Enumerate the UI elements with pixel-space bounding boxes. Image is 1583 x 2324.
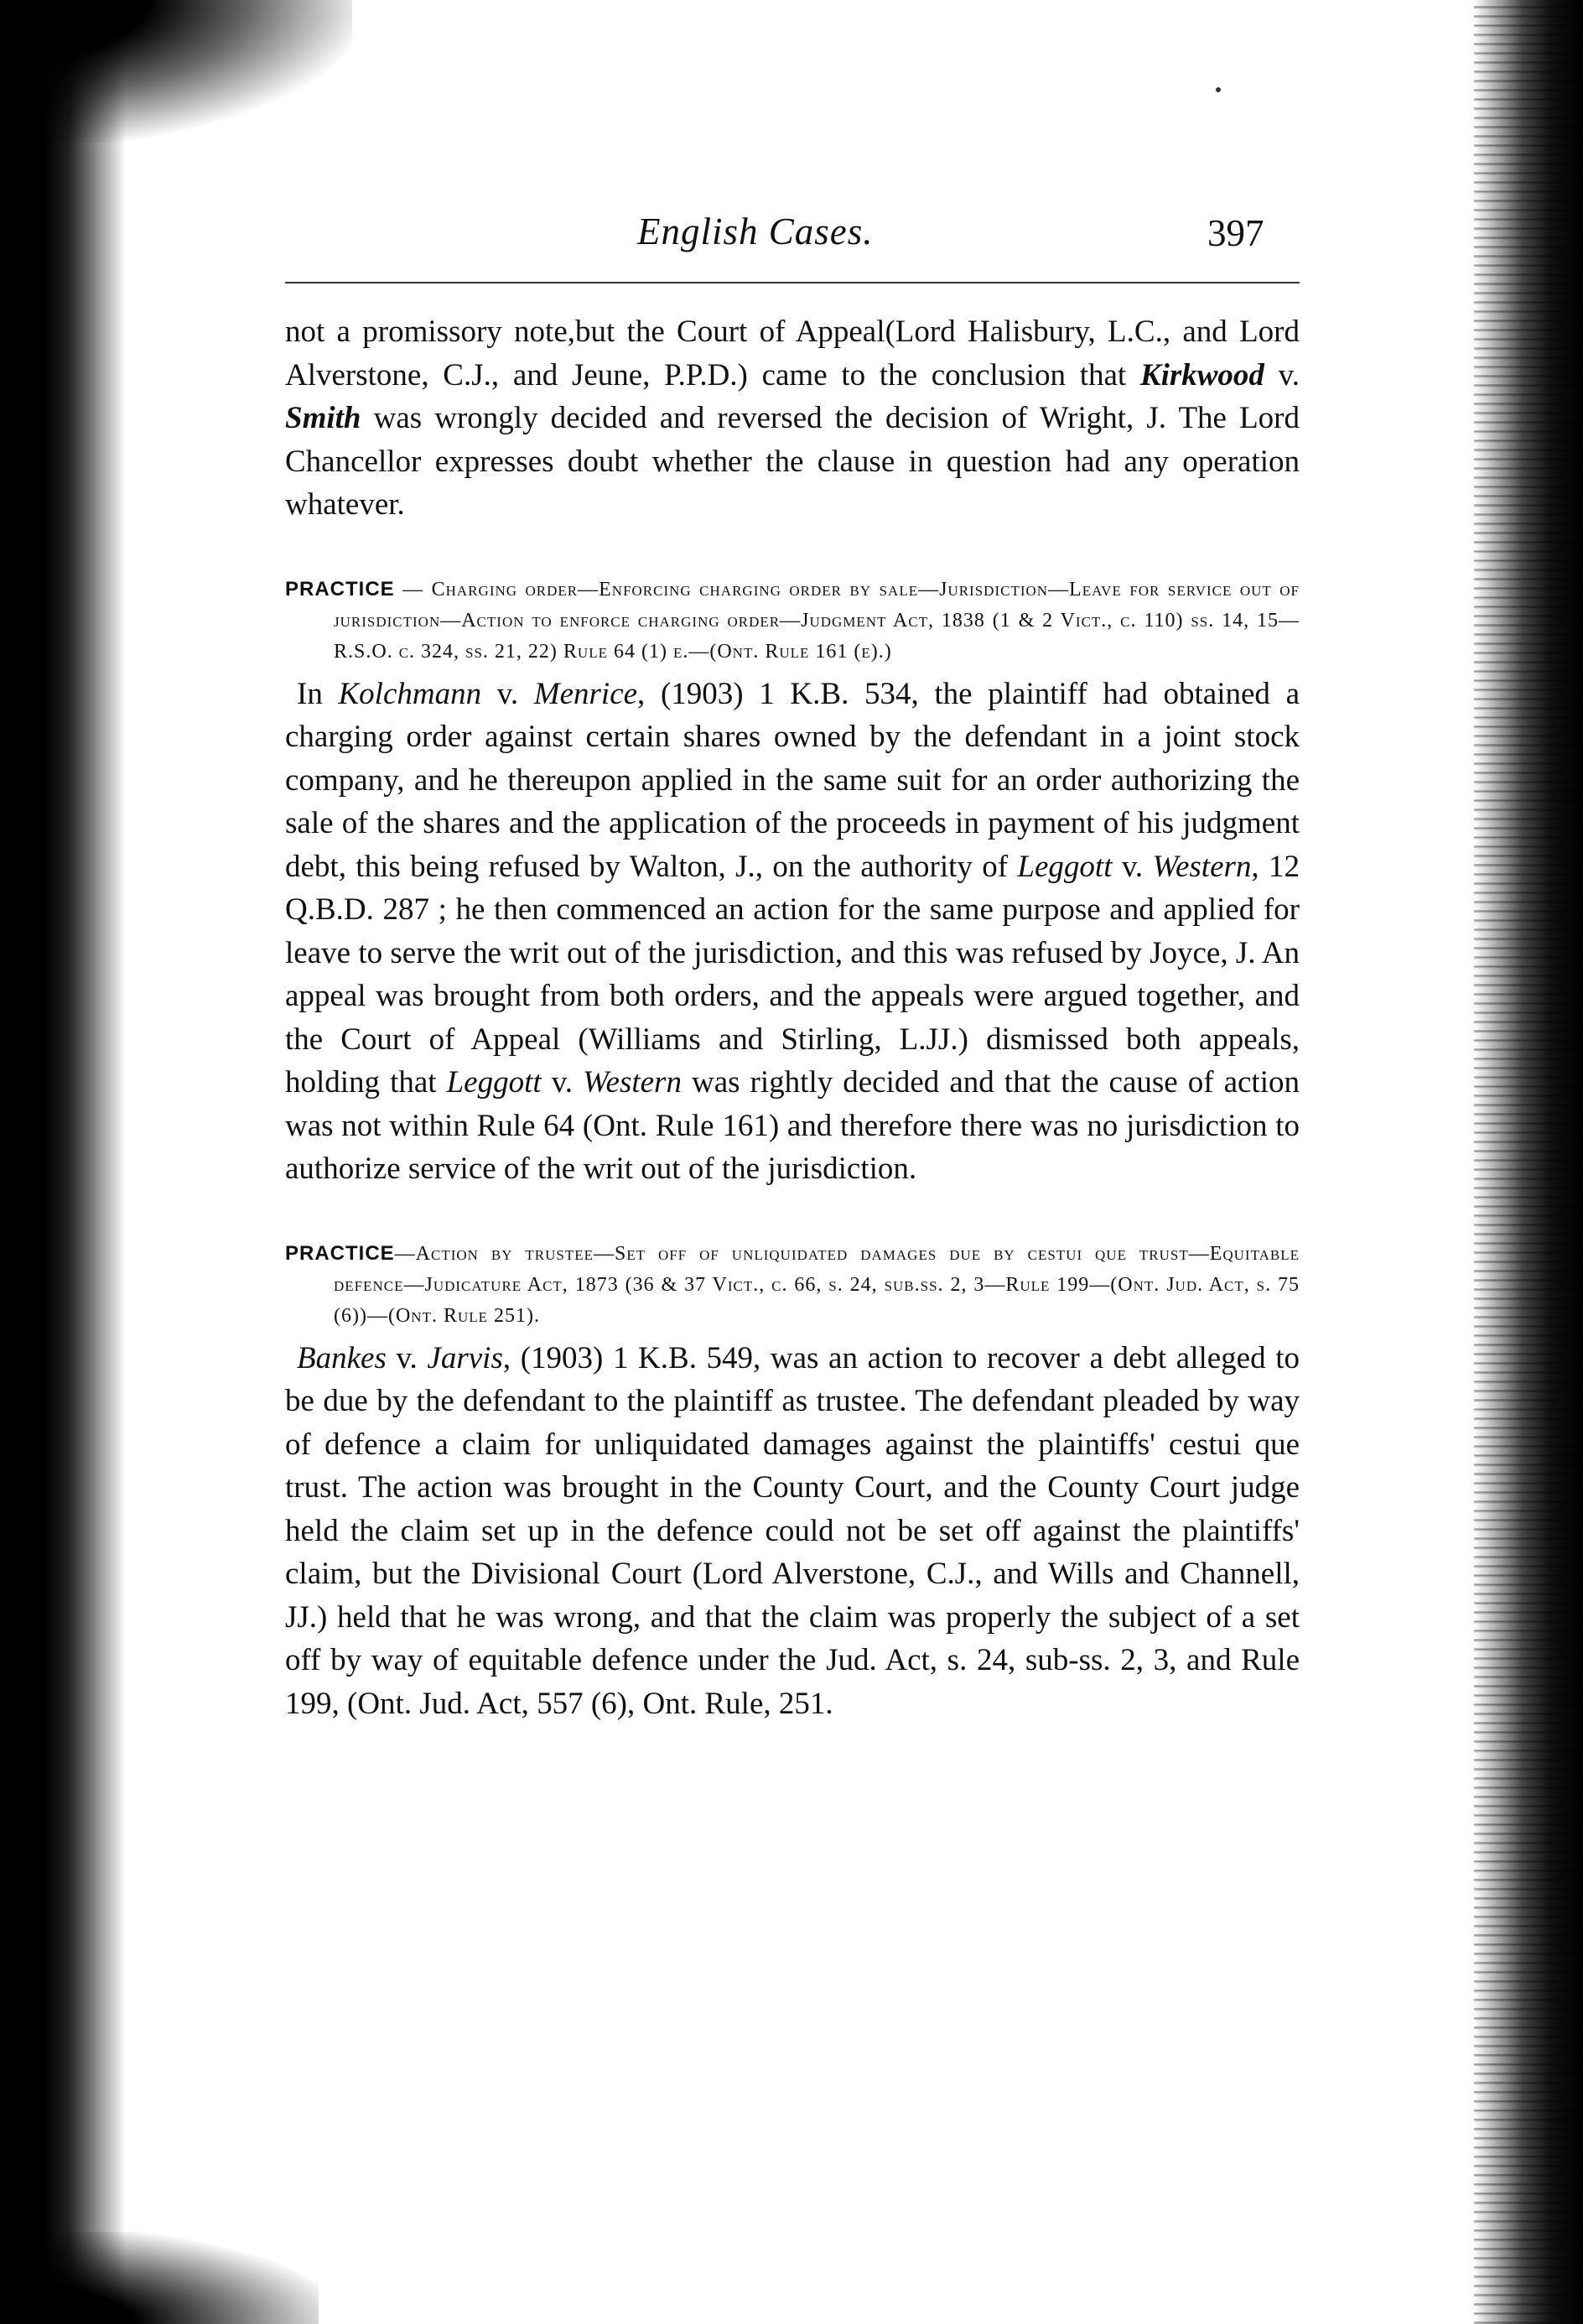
- section-headnote: [285, 574, 1300, 668]
- section-headnote: [285, 1238, 1300, 1332]
- scan-speck: [1216, 87, 1221, 92]
- case-name: Bankes: [297, 1340, 387, 1375]
- case-name: Leggott: [446, 1065, 542, 1100]
- scan-edge-left-bottom: [0, 2232, 319, 2324]
- text-run: , (1903) 1 K.B. 549, was an action to recover a debt alleged to be due by the defendant to the plaintiff as trustee. The defendant pleaded by way of defence a claim for unliquidated damages against the plaintiffs' cestui que trust. The action was brought in the County Court, and the County Court judge held the claim set up in the defence could not be set off against the plaintiffs' claim, but the Divisional Court (Lord Alverstone, C.J., and Wills and Channell, JJ.) held that he was wrong, and that the claim was properly the subject of a set off by way of equitable defence under the Jud. Act, s. 24, sub-ss. 2, 3, and Rule 199, (Ont. Jud. Act, 557 (6), Ont. Rule, 251.: [285, 1340, 1300, 1721]
- running-title: English Cases.: [637, 211, 874, 252]
- text-run: In: [297, 676, 339, 711]
- text-run: v.: [1112, 849, 1153, 884]
- section-paragraph: [285, 673, 1300, 1191]
- text-run: was rightly decided and that the cause of action was not within Rule 64 (Ont. Rule 161) and therefore there was no jurisdiction to authorize service of the writ out of the jurisdiction.: [285, 1065, 1300, 1186]
- book-page: [285, 210, 1300, 2256]
- section-keyword: PRACTICE: [285, 577, 395, 600]
- case-name: Leggott: [1017, 849, 1113, 884]
- case-name: Western: [1152, 849, 1252, 884]
- scan-edge-left: [0, 0, 126, 2324]
- header-rule: [285, 282, 1300, 283]
- intro-paragraph: [285, 310, 1300, 527]
- case-name: Menrice: [533, 676, 638, 711]
- scan-edge-left-top: [0, 0, 352, 143]
- case-name: Western: [583, 1065, 682, 1100]
- headnote-text: — Charging order—Enforcing charging order by sale—Jurisdiction—Leave for service out of jurisdiction—Action to enforce charging order—Judgment Act, 1838 (1 & 2 Vict., c. 110) ss. 14, 15—R.S.O. c. 324, ss. 21, 22) Rule 64 (1) e.—(Ont. Rule 161 (e).): [334, 578, 1300, 663]
- body-text: [285, 310, 1300, 1725]
- text-run: was wrongly decided and reversed the decision of Wright, J. The Lord Chancellor expresses doubt whether the clause in question had any operation whatever.: [285, 401, 1300, 522]
- case-name: Kirkwood: [1139, 357, 1264, 393]
- section-paragraph: [285, 1337, 1300, 1726]
- case-name: Smith: [285, 401, 361, 435]
- text-run: not a promissory note,but the Court of Appeal(Lord Halisbury, L.C., and Lord Alverstone, C.J., and Jeune, P.P.D.) came to the conclusion that: [285, 315, 1300, 393]
- spacer: [285, 527, 1300, 574]
- text-run: v.: [1264, 357, 1300, 393]
- text-run: v.: [386, 1340, 428, 1375]
- case-name: Jarvis: [427, 1340, 503, 1375]
- text-run: v.: [541, 1065, 584, 1100]
- headnote-text: —Action by trustee—Set off of unliquidated damages due by cestui que trust—Equitable defence—Judicature Act, 1873 (36 & 37 Vict., c. 66, s. 24, sub.ss. 2, 3—Rule 199—(Ont. Jud. Act, s. 75 (6))—(Ont. Rule 251).: [334, 1242, 1300, 1327]
- case-name: Kolchmann: [338, 676, 482, 711]
- running-head: [285, 210, 1300, 277]
- text-run: , (1903) 1 K.B. 534, the plaintiff had obtained a charging order against certain shares owned by the defendant in a joint stock company, and he thereupon applied in the same suit for an order authorizing the sale of the shares and the application of the proceeds in payment of his judgment debt, this being refused by Walton, J., on the authority of: [285, 676, 1300, 884]
- section-keyword: PRACTICE: [285, 1241, 395, 1265]
- spacer: [285, 1191, 1300, 1238]
- text-run: , 12 Q.B.D. 287 ; he then commenced an action for the same purpose and applied for leave to serve the writ out of the jurisdiction, and this was refused by Joyce, J. An appeal was brought from both orders, and the appeals were argued together, and the Court of Appeal (Williams and Stirling, L.JJ.) dismissed both appeals, holding that: [285, 849, 1300, 1100]
- scan-edge-right: [1474, 0, 1583, 2324]
- text-run: v.: [481, 676, 534, 711]
- page-number: 397: [1207, 212, 1264, 254]
